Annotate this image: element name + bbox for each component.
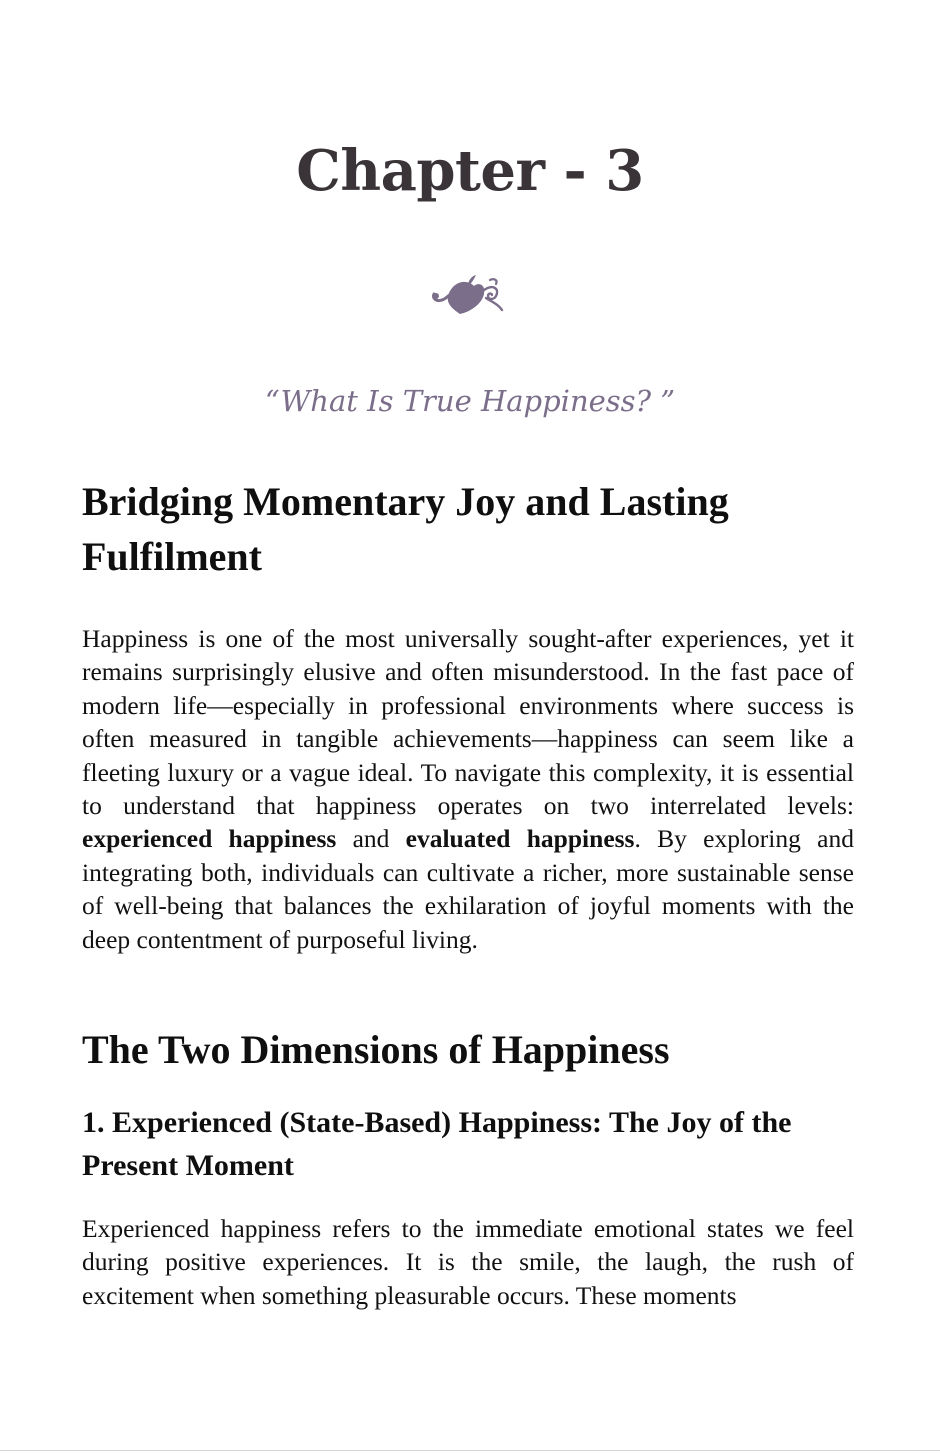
section-heading-two-dimensions: The Two Dimensions of Happiness xyxy=(82,1027,670,1073)
leaf-ornament-icon xyxy=(430,272,506,318)
intro-text-part1: Happiness is one of the most universally sought-after experiences, yet it remains surprisingly elusive and often misunderstood. In the fast pace of modern life—especially in professional environments where success is often measured in tangible achievements—happiness can seem like a fleeting luxury or a vague ideal. To navigate this complexity, it is essential to understand that happiness operates on two interrelated levels: xyxy=(82,624,854,821)
page-bottom-divider xyxy=(0,1450,940,1451)
section-heading-bridging: Bridging Momentary Joy and Lasting Fulfilment xyxy=(82,479,729,579)
intro-text-part2: and xyxy=(336,824,406,854)
chapter-title: Chapter - 3 xyxy=(296,138,644,204)
subsection-heading-experienced: 1. Experienced (State-Based) Happiness: The Joy of the Present Moment xyxy=(82,1106,792,1183)
chapter-body xyxy=(82,474,854,1312)
term-evaluated-happiness: evaluated happiness xyxy=(405,824,635,854)
intro-text-part3: . By exploring and integrating both, individuals can cultivate a richer, more sustainable sense of well-being that balances the exhilaration of joyful moments with the deep contentment of purposeful living. xyxy=(82,824,854,954)
term-experienced-happiness: experienced happiness xyxy=(82,824,337,854)
chapter-subtitle: “What Is True Happiness? ” xyxy=(264,384,676,418)
experienced-paragraph: Experienced happiness refers to the immediate emotional states we feel during positive experiences. It is the smile, the laugh, the rush of excitement when something pleasurable occurs. These moments xyxy=(82,1214,854,1310)
intro-paragraph xyxy=(82,622,854,956)
